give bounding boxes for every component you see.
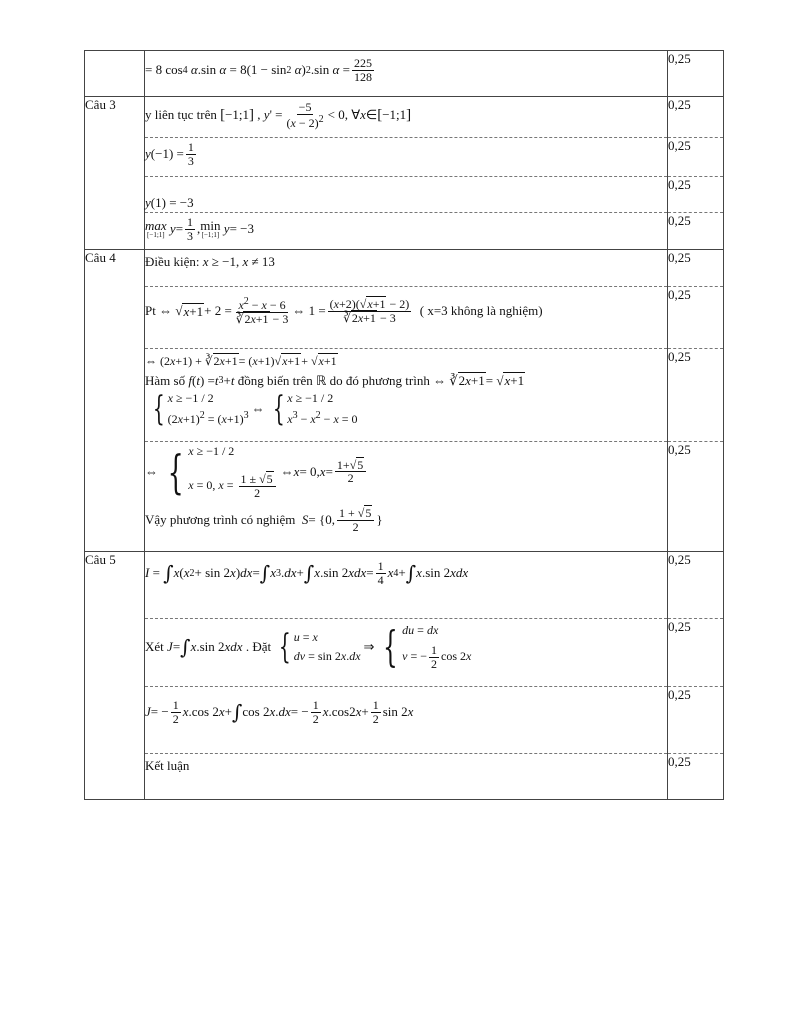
table-row	[85, 177, 724, 213]
table-row	[85, 138, 724, 177]
score-cell: 0,25	[668, 287, 724, 349]
question-label: Câu 3	[85, 97, 145, 138]
table-row	[85, 213, 724, 250]
row-content: Xét J = ∫ x .sin 2 xdx . Đặt { u = x dv = sin 2x.dx ⇒ { du = dx v = − $\frac{1}{2}$ cos 2x	[145, 619, 668, 687]
question-label	[85, 51, 145, 97]
score-cell: 0,25	[668, 687, 724, 754]
table-row	[85, 349, 724, 442]
row-content: Pt ⇔ √ x+1 + 2 = $\frac{x^2 - x - 6}{∛2x+1 - 3}$ ⇔ 1 = $\frac{(x+2)(√x+1 - 2)}{∛2x+1 - 3}$ ( x=3 không là nghiệm)	[145, 287, 668, 349]
score-cell: 0,25	[668, 349, 724, 442]
table-row	[85, 687, 724, 754]
table-row	[85, 754, 724, 800]
score-cell: 0,25	[668, 619, 724, 687]
table-row	[85, 97, 724, 138]
table-row	[85, 619, 724, 687]
row-content: ⇔ (2 x +1) + ∛ 2x+1 = ( x +1)√ x+1 + √ x+1 Hàm số f ( t ) = t 3 + t đồng biến trên ℝ do đó phương trình ⇔ ∛ 2x+1 = √ x+1 { x ≥ −1 / 2 $(2x+1)^2 = (x+1)^3$ ⇔ { x ≥ −1 / 2 $x^3 - x^2 - x = 0$	[145, 349, 668, 442]
row-content: y (1) = −3	[145, 177, 668, 213]
table-row	[85, 552, 724, 619]
score-cell: 0,25	[668, 177, 724, 213]
row-content: Điều kiện: x ≥ −1, x ≠ 13	[145, 250, 668, 287]
table-row	[85, 287, 724, 349]
row-content: ⇔ { x ≥ −1 / 2 x = 0, x = $\frac{1 \pm √5}{2}$ ⇔ x = 0, x = $\frac{1+√5}{2}$ Vậy phương trình có nghiệm S = {0, $\frac{1 + √5}{2}$ }	[145, 442, 668, 552]
score-cell: 0,25	[668, 97, 724, 138]
row-content: I = ∫ x ( x 2 + sin 2 x ) dx = ∫ x 3 . dx + ∫ x .sin 2 xdx = $\frac{1}{4}$ x 4 + ∫ x .sin 2 xdx	[145, 552, 668, 619]
row-content: max [−1;1] y = $\frac{1}{3}$ , min [−1;1] y = −3	[145, 213, 668, 250]
row-content: y liên tục trên [ −1;1 ] , y ' = $\frac{-5}{(x - 2)^2}$ < 0, ∀ x ∈ [ −1;1 ]	[145, 97, 668, 138]
answer-table	[84, 50, 724, 800]
row-content: y (−1) = $\frac{1}{3}$	[145, 138, 668, 177]
score-cell: 0,25	[668, 442, 724, 552]
table-row	[85, 442, 724, 552]
row-content: Kết luận	[145, 754, 668, 800]
score-cell: 0,25	[668, 754, 724, 800]
score-cell: 0,25	[668, 552, 724, 619]
question-label: Câu 5	[85, 552, 145, 619]
table-row	[85, 51, 724, 97]
question-label: Câu 4	[85, 250, 145, 287]
score-cell: 0,25	[668, 138, 724, 177]
score-cell: 0,25	[668, 51, 724, 97]
table-row	[85, 250, 724, 287]
row-content: = 8 cos 4 α .sin α = 8(1 − sin 2 α ) 2 .sin α = $\frac{225}{128}$	[145, 51, 668, 97]
score-cell: 0,25	[668, 213, 724, 250]
row-content: J = − $\frac{1}{2}$ x .cos 2 x + ∫ cos 2 x . dx = − $\frac{1}{2}$ x .cos2 x + $\frac{1}{2}$ sin 2 x	[145, 687, 668, 754]
score-cell: 0,25	[668, 250, 724, 287]
